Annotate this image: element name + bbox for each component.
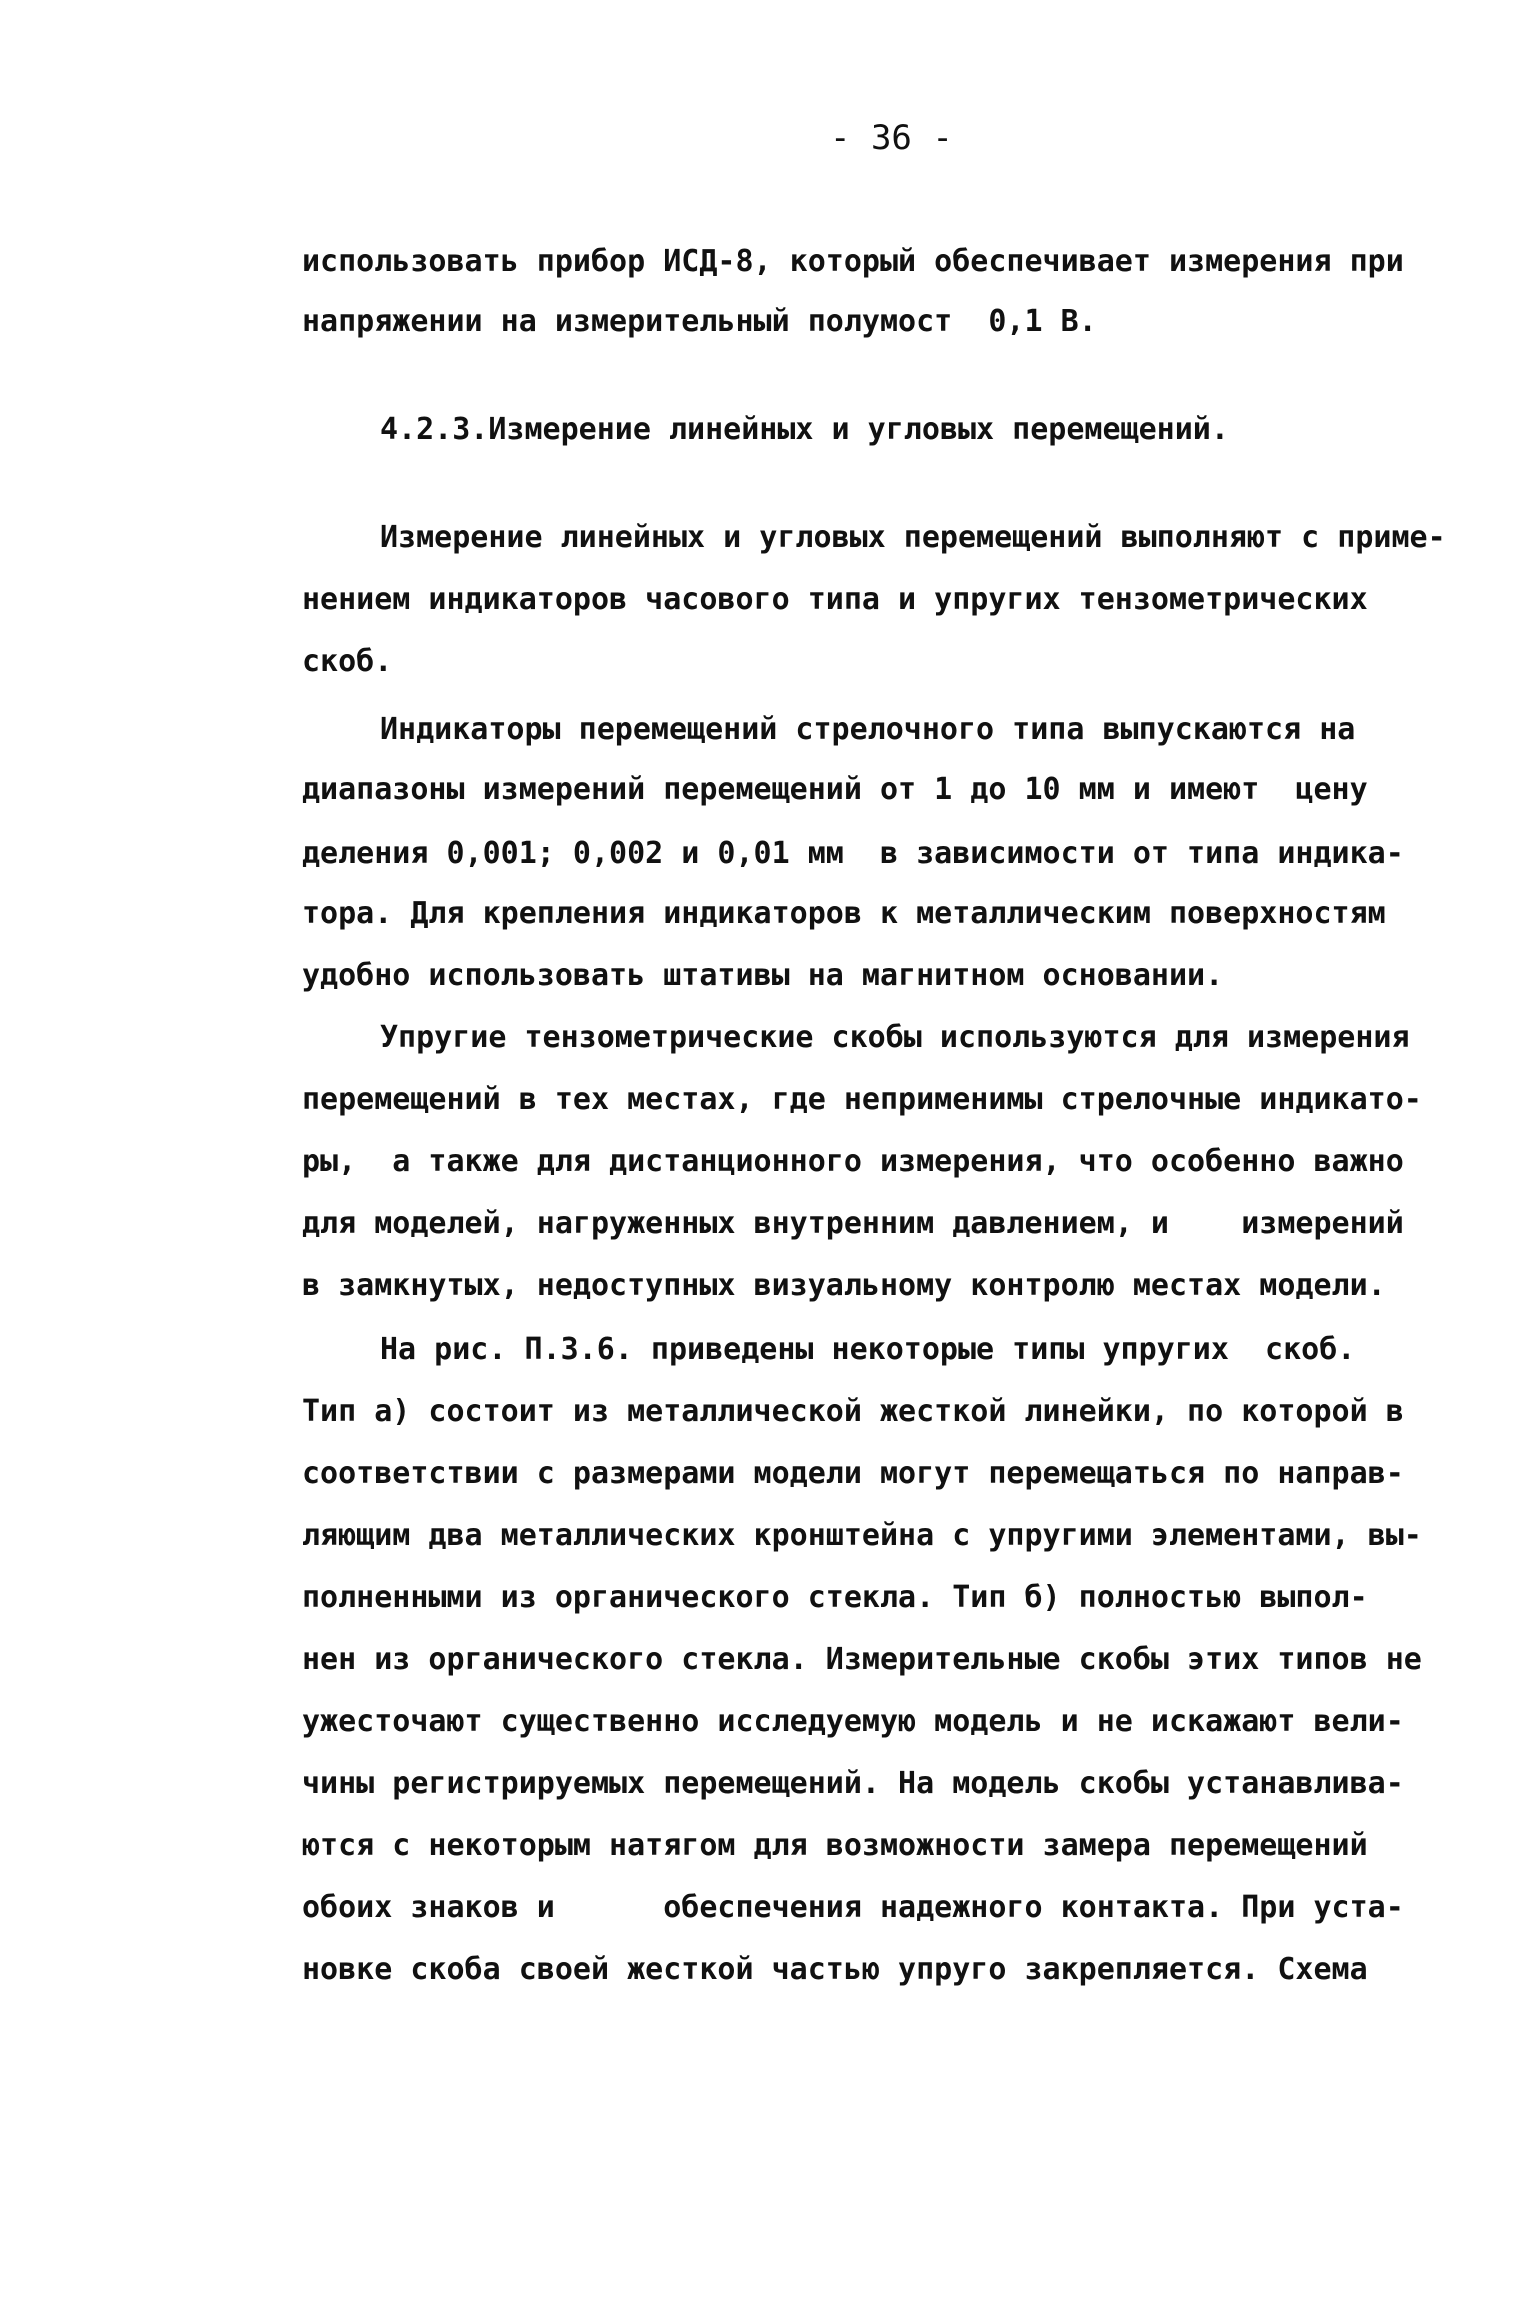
text-line: диапазоны измерений перемещений от 1 до 10 мм и имеют цену: [302, 772, 1368, 807]
text-line: деления 0,001; 0,002 и 0,01 мм в зависимости от типа индика-: [302, 836, 1404, 871]
text-line: нением индикаторов часового типа и упругих тензометрических: [302, 582, 1368, 617]
text-line: использовать прибор ИСД-8, который обеспечивает измерения при: [302, 244, 1404, 279]
text-line: в замкнутых, недоступных визуальному контролю местах модели.: [302, 1268, 1386, 1303]
text-line: ры, а также для дистанционного измерения, что особенно важно: [302, 1144, 1404, 1179]
text-line: новке скоба своей жесткой частью упруго закрепляется. Схема: [302, 1952, 1368, 1987]
text-line: соответствии с размерами модели могут перемещаться по направ-: [302, 1456, 1404, 1491]
text-line: Упругие тензометрические скобы используются для измерения: [380, 1020, 1410, 1055]
text-line: Тип а) состоит из металлической жесткой линейки, по которой в: [302, 1394, 1404, 1429]
section-heading: 4.2.3.Измерение линейных и угловых перемещений.: [380, 412, 1229, 447]
text-line: чины регистрируемых перемещений. На модель скобы устанавлива-: [302, 1766, 1404, 1801]
text-line: перемещений в тех местах, где неприменимы стрелочные индикато-: [302, 1082, 1422, 1117]
text-line: Измерение линейных и угловых перемещений выполняют с приме-: [380, 520, 1446, 555]
text-line: обоих знаков и обеспечения надежного контакта. При уста-: [302, 1890, 1404, 1925]
text-line: тора. Для крепления индикаторов к металлическим поверхностям: [302, 896, 1386, 931]
text-line: скоб.: [302, 644, 393, 679]
text-line: ужесточают существенно исследуемую модель и не искажают вели-: [302, 1704, 1404, 1739]
text-line: На рис. П.3.6. приведены некоторые типы упругих скоб.: [380, 1332, 1356, 1367]
page-number: - 36 -: [830, 118, 953, 158]
text-line: для моделей, нагруженных внутренним давлением, и измерений: [302, 1206, 1404, 1241]
text-line: ются с некоторым натягом для возможности замера перемещений: [302, 1828, 1368, 1863]
text-line: нен из органического стекла. Измерительные скобы этих типов не: [302, 1642, 1422, 1677]
text-line: ляющим два металлических кронштейна с упругими элементами, вы-: [302, 1518, 1422, 1553]
text-line: полненными из органического стекла. Тип б) полностью выпол-: [302, 1580, 1368, 1615]
text-line: удобно использовать штативы на магнитном основании.: [302, 958, 1224, 993]
text-line: напряжении на измерительный полумост 0,1 В.: [302, 304, 1097, 339]
text-line: Индикаторы перемещений стрелочного типа выпускаются на: [380, 712, 1356, 747]
